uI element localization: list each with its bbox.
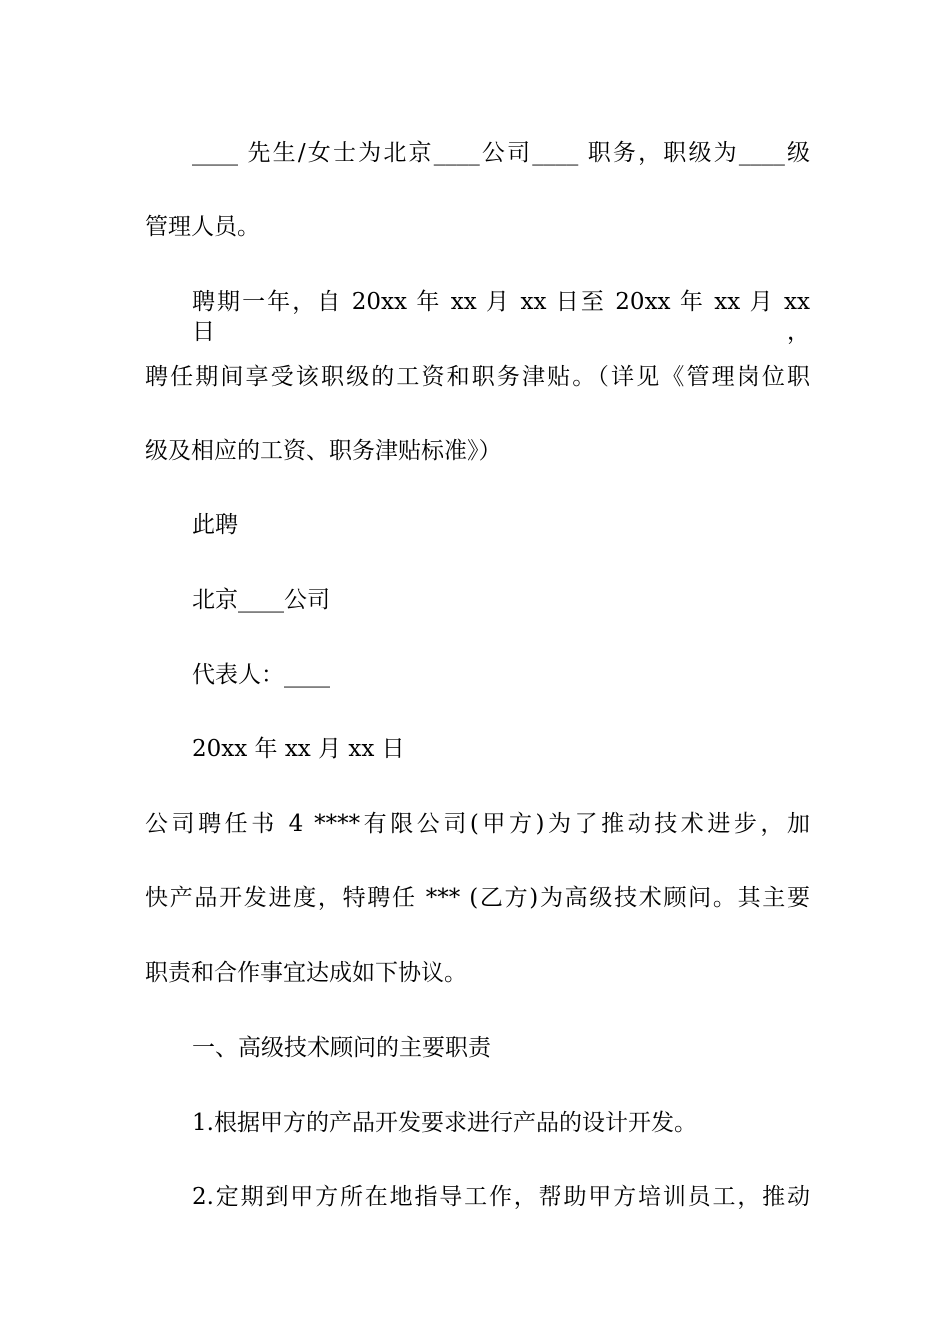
paragraph-line: 快产品开发进度，特聘任 *** (乙方)为高级技术顾问。其主要 (145, 885, 810, 911)
list-item: 2.定期到甲方所在地指导工作，帮助甲方培训员工，推动 (192, 1184, 810, 1210)
paragraph-line: 职责和合作事宜达成如下协议。 (145, 960, 467, 986)
section-heading-line: 公司聘任书 4 ****有限公司(甲方)为了推动技术进步，加 (145, 811, 810, 837)
paragraph-line: ____ 先生/女士为北京____公司____ 职务，职级为____级 (192, 140, 810, 166)
paragraph-line: 管理人员。 (145, 214, 260, 240)
closing-line: 此聘 (192, 512, 238, 538)
list-item: 1.根据甲方的产品开发要求进行产品的设计开发。 (192, 1110, 697, 1136)
subheading-line: 一、高级技术顾问的主要职责 (192, 1035, 491, 1061)
date-line: 20xx 年 xx 月 xx 日 (192, 736, 405, 762)
representative-line: 代表人：____ (192, 662, 330, 688)
paragraph-line: 级及相应的工资、职务津贴标准》） (145, 438, 502, 464)
paragraph-line: 聘任期间享受该职级的工资和职务津贴。（详见《管理岗位职 (145, 364, 810, 390)
paragraph-line: 聘期一年，自 20xx 年 xx 月 xx 日至 20xx 年 xx 月 xx 日， (192, 289, 810, 345)
company-signature-line: 北京____公司 (192, 587, 330, 613)
